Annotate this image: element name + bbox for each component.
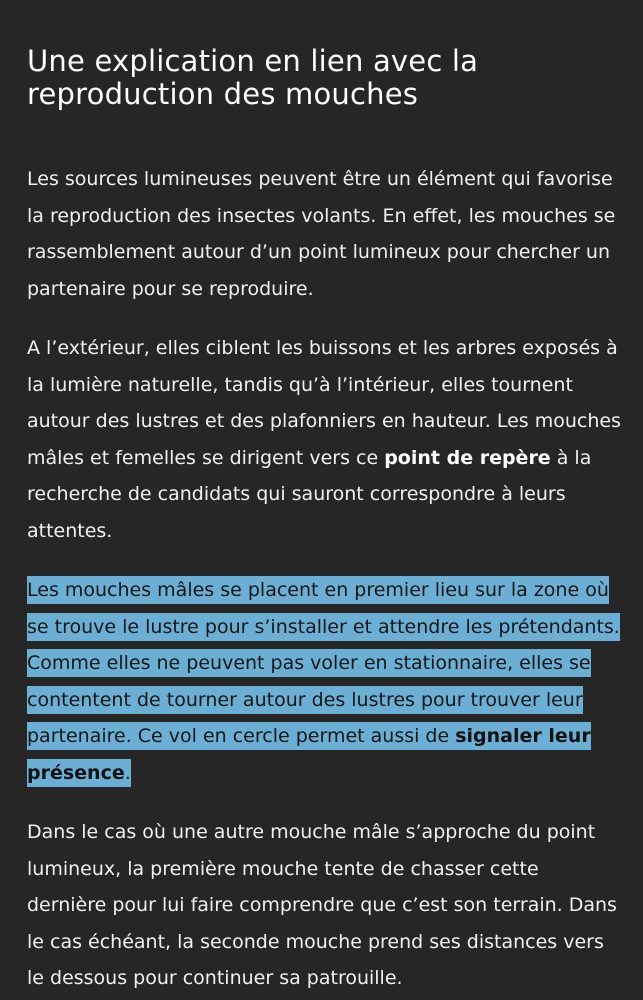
paragraph-2-text-after: à la recherche de candidats qui sauront correspondre à leurs attentes. bbox=[27, 446, 592, 542]
article-title: Une explication en lien avec la reproduction des mouches bbox=[27, 44, 479, 111]
paragraph-3-text-after: . bbox=[124, 761, 131, 784]
paragraph-3-text-before: Les mouches mâles se placent en premier lieu sur la zone où se trouve le lustre pour s’installer et attendre les prétendants. Comme elles ne peuvent pas voler en stationnaire, elles se contentent de tourner autour des lustres pour trouver leur partenaire. Ce vol en cercle permet aussi de bbox=[27, 579, 620, 747]
paragraph-4[interactable]: Dans le cas où une autre mouche mâle s’approche du point lumineux, la première mouche tente de chasser cette dernière pour lui faire comprendre que c’est son terrain. Dans le cas échéant, la seconde mouche prend ses distances vers le dessous pour continuer sa patrouille. bbox=[27, 821, 617, 989]
paragraph-1[interactable]: Les sources lumineuses peuvent être un élément qui favorise la reproduction des insectes volants. En effet, les mouches se rassemblement autour d’un point lumineux pour chercher un partenaire pour se reproduire. bbox=[27, 168, 616, 300]
paragraph-3-bold-term: signaler leur présence bbox=[27, 725, 591, 784]
paragraph-2-text-before: A l’extérieur, elles ciblent les buissons et les arbres exposés à la lumière naturelle, tandis qu’à l’intérieur, elles tournent autour des lustres et des plafonniers en hauteur. Les mouches mâles et femelles se dirigent vers ce bbox=[27, 337, 621, 469]
paragraph-2[interactable] bbox=[27, 330, 623, 549]
paragraph-2-bold-term: point de repère bbox=[384, 446, 551, 469]
paragraph-3-highlighted[interactable] bbox=[27, 572, 623, 791]
text-selection-highlight[interactable] bbox=[27, 576, 620, 787]
